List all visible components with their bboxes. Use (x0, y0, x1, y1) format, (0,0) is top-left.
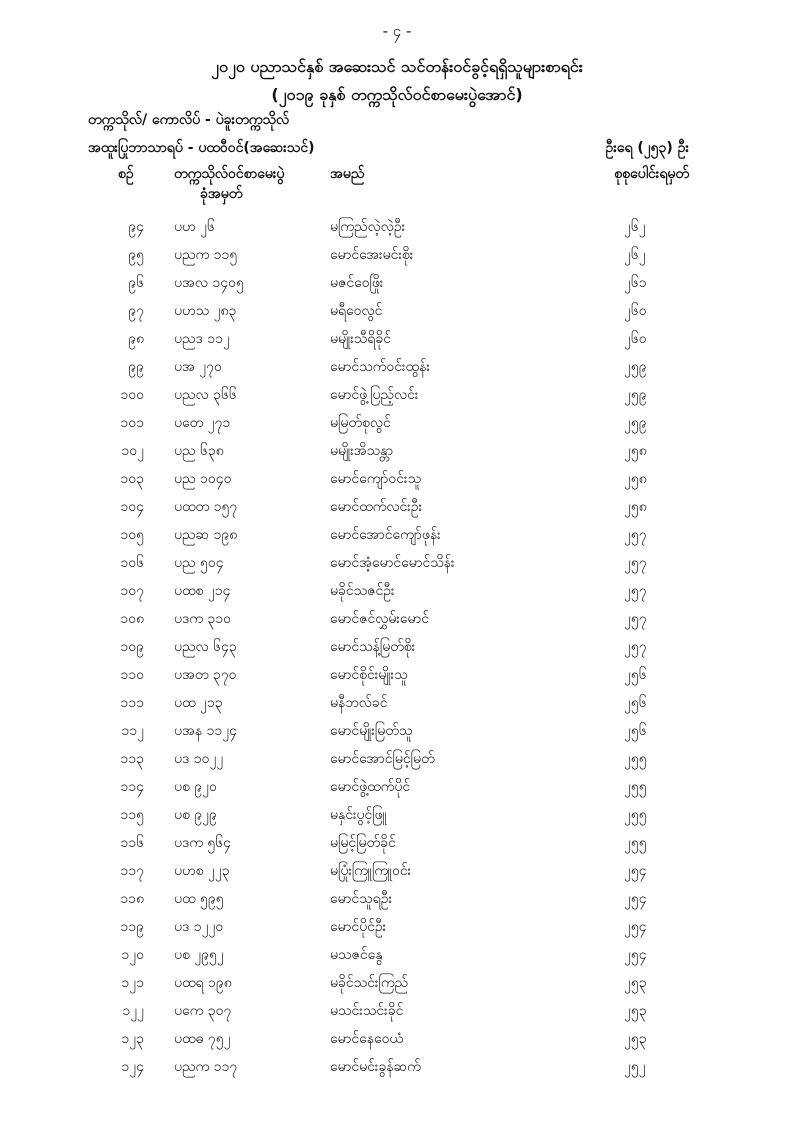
total-marks: ၂၅၃ (624, 1003, 647, 1019)
roll-number: ပညက ၁၁၇ (174, 1059, 238, 1075)
roll-number: ပထဓ ၇၅၂ (174, 1031, 231, 1047)
table-row (0, 605, 794, 633)
serial-number: ၁၀၈ (120, 611, 144, 627)
total-marks: ၂၅၉ (624, 359, 647, 375)
total-marks: ၂၅၇ (624, 639, 647, 655)
serial-number: ၁၀၅ (120, 527, 144, 543)
table-row (0, 437, 794, 465)
total-marks: ၂၅၇ (624, 583, 647, 599)
table-row (0, 325, 794, 353)
total-count: ဦးရေ (၂၅၃) ဦး (605, 140, 689, 156)
student-name: မောင်ကျော်ဝင်းသူ (330, 471, 422, 487)
roll-number: ပစ ၉၂၀ (174, 779, 217, 795)
header-total-marks: စုစုပေါင်းရမှတ် (614, 166, 689, 182)
roll-number: ပထတ ၁၅၇ (174, 499, 238, 515)
serial-number: ၉၅ (128, 247, 144, 263)
roll-number: ပဒက ၅၆၄ (174, 835, 232, 851)
student-name: မခိုင်သင်းကြည် (330, 975, 409, 991)
roll-number: ပဟသ ၂၈၃ (174, 303, 237, 319)
roll-number: ပတေ ၂၇၁ (174, 415, 231, 431)
student-name: မနီဘလ်ခင် (330, 695, 388, 711)
serial-number: ၉၉ (128, 359, 144, 375)
student-name: မပြုံးကြူကြူဝင်း (330, 863, 412, 879)
student-name: မကြည်လဲ့လဲ့ဦး (330, 219, 406, 235)
total-marks: ၂၅၇ (624, 527, 647, 543)
serial-number: ၁၁၁ (120, 695, 144, 711)
student-name: မောင်ထက်လင်းဦး (330, 499, 423, 515)
total-marks: ၂၅၅ (624, 751, 647, 767)
total-marks: ၂၆၂ (624, 219, 646, 235)
total-marks: ၂၅၆ (624, 723, 647, 739)
roll-number: ပထစ ၂၁၄ (174, 583, 231, 599)
student-name: မမြင့်မြတ်ခိုင် (330, 835, 396, 851)
roll-number: ပထ ၂၁၃ (174, 695, 223, 711)
student-name: မမျိုးသီရိခိုင် (330, 331, 391, 347)
table-row (0, 353, 794, 381)
roll-number: ပစ ၂၉၅၂ (174, 947, 224, 963)
roll-number: ပညဒ ၁၁၂ (174, 331, 230, 347)
serial-number: ၁၁၇ (120, 863, 144, 879)
student-name: မောင်မင်းခွန်ဆက် (330, 1059, 421, 1075)
table-row (0, 689, 794, 717)
table-row (0, 717, 794, 745)
table-row (0, 297, 794, 325)
serial-number: ၁၁၃ (120, 751, 144, 767)
total-marks: ၂၅၇ (624, 611, 647, 627)
total-marks: ၂၅၉ (624, 415, 647, 431)
serial-number: ၉၆ (128, 275, 144, 291)
total-marks: ၂၅၈ (624, 471, 647, 487)
serial-number: ၁၂၂ (122, 1003, 144, 1019)
serial-number: ၁၁၈ (120, 891, 144, 907)
roll-number: ပထရ ၁၉၈ (174, 975, 232, 991)
student-name: မခိုင်သဇင်ဦး (330, 583, 395, 599)
total-marks: ၂၅၃ (624, 975, 647, 991)
student-name: မမျိုးအိသန္တာ (330, 443, 394, 459)
serial-number: ၁၀၉ (120, 639, 144, 655)
table-row (0, 773, 794, 801)
total-marks: ၂၅၅ (624, 807, 647, 823)
serial-number: ၉၄ (128, 219, 144, 235)
list-subtitle: (၂၀၁၉ ခုနှစ် တက္ကသိုလ်ဝင်စာမေးပွဲအောင်) (271, 85, 523, 104)
major-line: အထူးပြုဘာသာရပ် - ပထဝီဝင်(အဆေးသင်) (88, 140, 315, 156)
serial-number: ၁၂၁ (121, 975, 144, 991)
student-name: မောင်ဖွဲ့ထက်ပိုင် (330, 779, 411, 795)
student-name: မမြတ်စုလွင် (330, 415, 391, 431)
total-marks: ၂၆၀ (624, 331, 647, 347)
table-row (0, 941, 794, 969)
total-marks: ၂၅၅ (624, 779, 647, 795)
serial-number: ၁၀၃ (120, 471, 144, 487)
serial-number: ၁၀၇ (120, 583, 144, 599)
serial-number: ၁၁၅ (120, 807, 144, 823)
roll-number: ပအတ ၃၇၀ (174, 667, 237, 683)
roll-number: ပအလ ၁၄၀၅ (174, 275, 244, 291)
serial-number: ၁၀၆ (120, 555, 144, 571)
total-marks: ၂၅၄ (624, 919, 647, 935)
roll-number: ပစ ၉၂၉ (174, 807, 217, 823)
roll-number: ပထ ၅၉၅ (174, 891, 224, 907)
roll-number: ပဒ ၁၀၂၂ (174, 751, 224, 767)
roll-number: ပကေ ၃၀၇ (174, 1003, 232, 1019)
roll-number: ပအ ၂၇၀ (174, 359, 222, 375)
total-marks: ၂၅၇ (624, 555, 647, 571)
table-row (0, 381, 794, 409)
table-row (0, 493, 794, 521)
table-row (0, 549, 794, 577)
serial-number: ၁၀၄ (120, 499, 144, 515)
student-name: မရီဝေလွင် (330, 303, 383, 319)
total-marks: ၂၅၄ (624, 891, 647, 907)
student-name: မသဇင်နွေ (330, 947, 383, 963)
student-name: မောင်ဇင်လွှမ်းမောင် (330, 611, 430, 627)
serial-number: ၉၈ (128, 331, 144, 347)
university-line: တက္ကသိုလ်/ ကောလိပ် - ပဲခူးတက္ကသိုလ် (88, 112, 290, 128)
list-title: ၂၀၂၀ ပညာသင်နှစ် အဆေးသင် သင်တန်းဝင်ခွင့်ရရှိသူများစာရင်း (211, 57, 583, 76)
student-name: မောင်မျိုးမြတ်သူ (330, 723, 413, 739)
table-row (0, 213, 794, 241)
serial-number: ၁၂၀ (121, 947, 144, 963)
table-row (0, 577, 794, 605)
table-row (0, 1053, 794, 1081)
student-name: မဇင်ဝေဖြိုး (330, 275, 384, 291)
student-list (0, 213, 794, 1081)
table-row (0, 661, 794, 689)
total-marks: ၂၅၃ (624, 1031, 647, 1047)
student-name: မောင်သက်ဝင်းထွန်း (330, 359, 430, 375)
student-name: မောင်အောင်မြင့်မြတ် (330, 751, 435, 767)
roll-number: ပည ၁၀၄၀ (174, 471, 232, 487)
student-name: မောင်အေးမင်းစိုး (330, 247, 414, 263)
table-row (0, 269, 794, 297)
total-marks: ၂၅၄ (624, 863, 647, 879)
roll-number: ပဟစ ၂၂၃ (174, 863, 230, 879)
table-row (0, 857, 794, 885)
student-name: မသင်းသင်းခိုင် (330, 1003, 404, 1019)
student-name: မောင်အောင်ကျော်ဖုန်း (330, 527, 441, 543)
total-marks: ၂၅၄ (624, 947, 647, 963)
table-row (0, 465, 794, 493)
roll-number: ပည ၆၃၈ (174, 443, 224, 459)
roll-number: ပညဆ ၁၉၈ (174, 527, 238, 543)
table-row (0, 997, 794, 1025)
serial-number: ၁၂၄ (121, 1059, 144, 1075)
total-marks: ၂၅၂ (624, 1059, 646, 1075)
header-serial: စဉ် (118, 166, 134, 182)
table-row (0, 241, 794, 269)
serial-number: ၁၂၃ (121, 1031, 144, 1047)
student-name: မောင်ပိုင်ဦး (330, 919, 387, 935)
total-marks: ၂၆၀ (624, 303, 647, 319)
student-name: မနှင်းပွင့်ဖြူ (330, 807, 387, 823)
student-name: မောင်နေဝေယံ (330, 1031, 404, 1047)
table-row (0, 829, 794, 857)
student-name: မောင်အံ့မောင်မောင်သိန်း (330, 555, 455, 571)
header-name: အမည် (330, 166, 365, 182)
roll-number: ပညလ ၃၆၆ (174, 387, 237, 403)
serial-number: ၁၀၀ (120, 387, 144, 403)
roll-number: ပဒ ၁၂၂၀ (174, 919, 224, 935)
serial-number: ၁၀၁ (120, 415, 144, 431)
table-row (0, 913, 794, 941)
header-roll-number-line2: ခုံအမှတ် (200, 186, 243, 202)
total-marks: ၂၅၉ (624, 387, 647, 403)
table-row (0, 801, 794, 829)
table-row (0, 969, 794, 997)
table-row (0, 1025, 794, 1053)
total-marks: ၂၆၁ (624, 275, 647, 291)
student-name: မောင်စိုင်းမျိုးသူ (330, 667, 408, 683)
roll-number: ပအန ၁၁၂၄ (174, 723, 238, 739)
roll-number: ပညက ၁၁၅ (174, 247, 238, 263)
roll-number: ပဟ ၂၆ (174, 219, 215, 235)
page-number: - ၄ - (382, 22, 412, 40)
total-marks: ၂၅၅ (624, 835, 647, 851)
serial-number: ၁၁၂ (121, 723, 144, 739)
serial-number: ၁၀၂ (121, 443, 144, 459)
total-marks: ၂၅၆ (624, 695, 647, 711)
header-roll-number: တက္ကသိုလ်ဝင်စာမေးပွဲ (174, 166, 285, 182)
student-name: မောင်ဖွဲ့ပြည့်လင်း (330, 387, 419, 403)
serial-number: ၁၁၄ (120, 779, 144, 795)
table-row (0, 633, 794, 661)
total-marks: ၂၅၈ (624, 499, 647, 515)
serial-number: ၁၁၀ (120, 667, 144, 683)
serial-number: ၁၁၆ (120, 835, 144, 851)
student-name: မောင်သန့်မြတ်စိုး (330, 639, 416, 655)
table-row (0, 521, 794, 549)
student-name: မောင်သူရဦး (330, 891, 393, 907)
total-marks: ၂၆၂ (624, 247, 646, 263)
roll-number: ပဒက ၃၁၀ (174, 611, 232, 627)
total-marks: ၂၅၈ (624, 443, 647, 459)
roll-number: ပညလ ၆၄၃ (174, 639, 237, 655)
table-row (0, 409, 794, 437)
serial-number: ၁၁၉ (120, 919, 144, 935)
roll-number: ပည ၅၀၄ (174, 555, 224, 571)
table-row (0, 885, 794, 913)
table-row (0, 745, 794, 773)
total-marks: ၂၅၆ (624, 667, 647, 683)
serial-number: ၉၇ (128, 303, 144, 319)
